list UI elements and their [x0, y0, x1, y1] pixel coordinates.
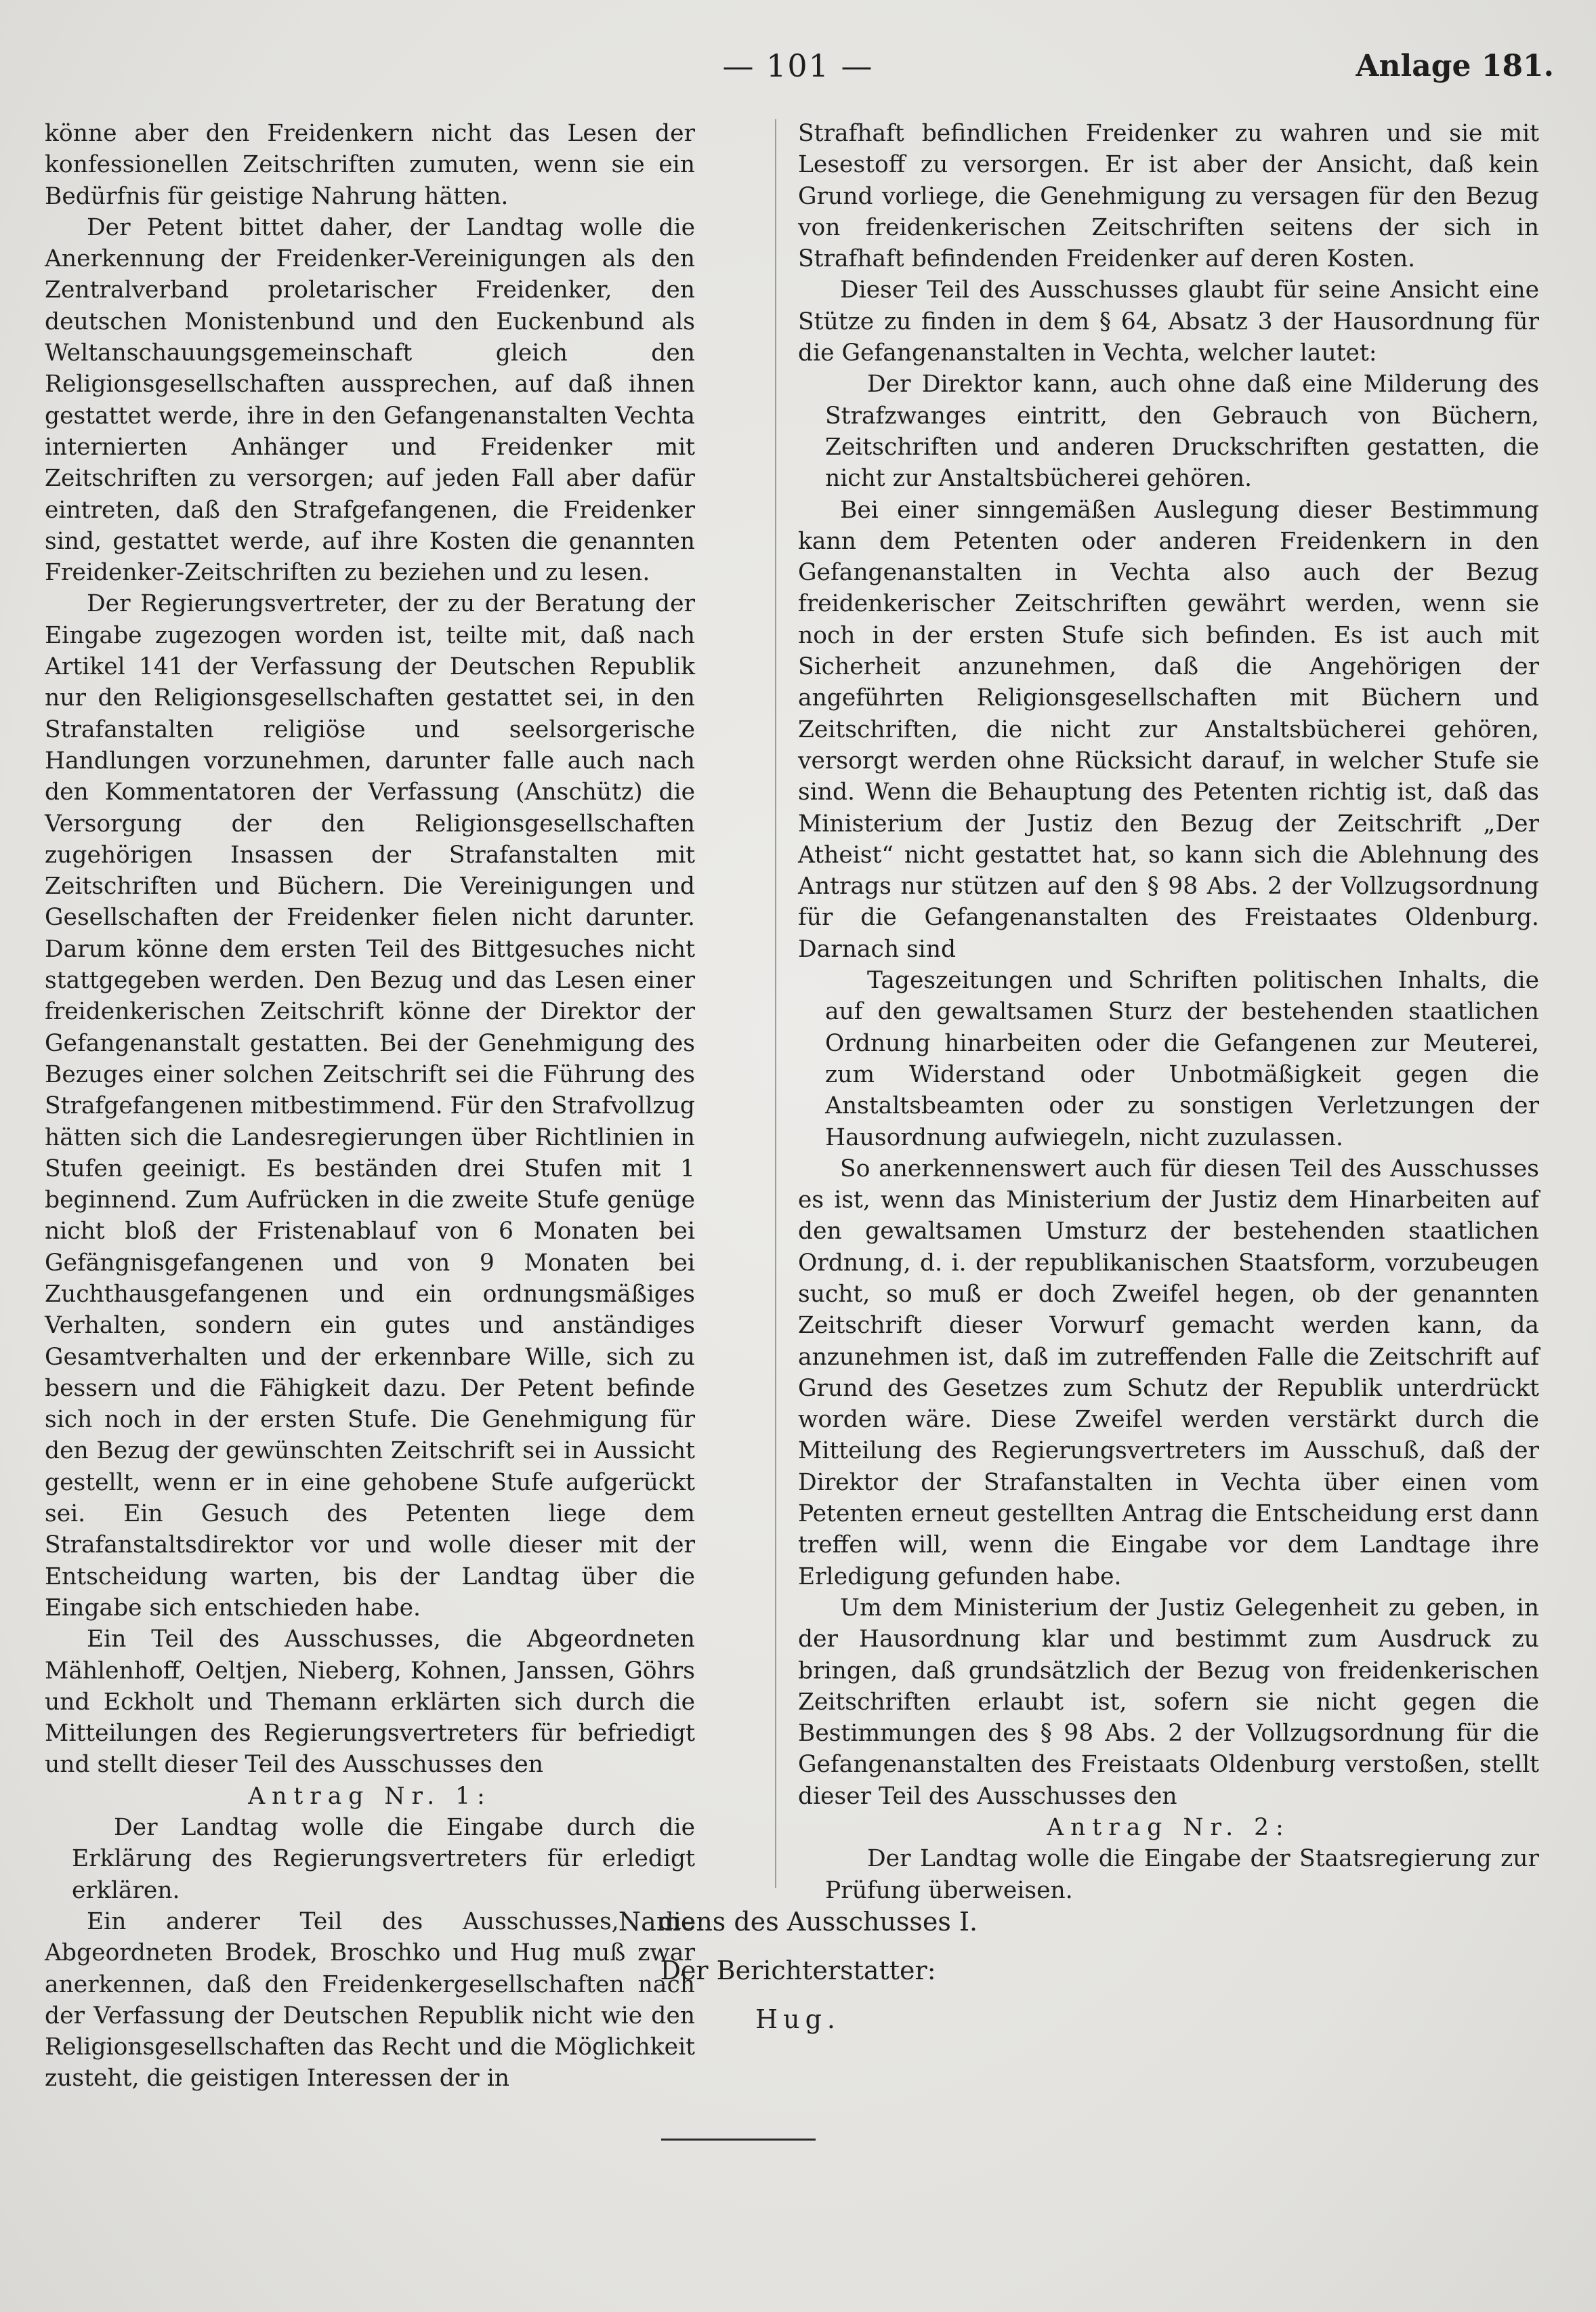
rapporteur-name: Hug. [755, 2004, 841, 2034]
antrag-2-title: Antrag Nr. 2: [1047, 1814, 1290, 1842]
closing-rule [661, 2139, 816, 2141]
left-paragraph-2: Der Petent bittet daher, der Landtag wolle die Anerkennung der Freidenker-Vereinigungen als den Zentralverband proletarischer Freidenker, den deutschen Monistenbund und den Euckenbund als Weltanschauungsgemeinschaft gleich den Religionsgesellschaften aussprechen, auf daß ihnen gestattet werde, ihre in den Gefangenanstalten Vechta internierten Anhänger und Freidenker mit Zeitschriften zu versorgen; auf jeden Fall aber dafür eintreten, daß den Strafgefangenen, die Freidenker sind, gestattet werde, auf ihre Kosten die genannten Freidenker-Zeitschriften zu beziehen und zu lesen. [45, 213, 695, 587]
right-paragraph-5: Um dem Ministerium der Justiz Gelegenheit zu geben, in der Hausordnung klar und bestimmt zum Ausdruck zu bringen, daß grundsätzlich der Bezug von freidenkerischen Zeitschriften erlaubt ist, sofern sie nicht gegen die Bestimmungen des § 98 Abs. 2 der Vollzugsordnung für die Gefangenanstalten des Freistaats Oldenburg verstoßen, stellt dieser Teil des Ausschusses den [798, 1594, 1539, 1810]
antrag-1-text: Der Landtag wolle die Eingabe durch die Erklärung des Regierungsvertreters für erledigt erklären. [72, 1814, 695, 1904]
rapporteur-label: Der Berichterstatter: [660, 1956, 936, 1985]
left-paragraph-1: könne aber den Freidenkern nicht das Lesen der konfessionellen Zeitschriften zumuten, wenn sie ein Bedürfnis für geistige Nahrung hätten. [45, 120, 695, 210]
left-paragraph-5: Ein anderer Teil des Ausschusses, die Abgeordneten Brodek, Broschko und Hug muß zwar anerkennen, daß den Freidenkergesellschaften nach der Verfassung der Deutschen Republik nicht wie den Religionsgesellschaften das Recht und die Möglichkeit zusteht, die geistigen Interessen der in [45, 1907, 695, 2092]
antrag-1-title: Antrag Nr. 1: [248, 1782, 492, 1810]
page-number: — 101 — [722, 47, 874, 84]
right-paragraph-2: Dieser Teil des Ausschusses glaubt für seine Ansicht eine Stütze zu finden in dem § 64, Absatz 3 der Hausordnung für die Gefangenanstalten in Vechta, welcher lautet: [798, 276, 1539, 367]
left-paragraph-3: Der Regierungsvertreter, der zu der Beratung der Eingabe zugezogen worden ist, teilte mit, daß nach Artikel 141 der Verfassung der Deutschen Republik nur den Religionsgesellschaften gestattet sei, in den Strafanstalten religiöse und seelsorgerische Handlungen vorzunehmen, darunter falle auch nach den Kommentatoren der Verfassung (Anschütz) die Versorgung der den Religionsgesellschaften zugehörigen Insassen der Strafanstalten mit Zeitschriften und Büchern. Die Vereinigungen und Gesellschaften der Freidenker fielen nicht darunter. Darum könne dem ersten Teil des Bittgesuches nicht stattgegeben werden. Den Bezug und das Lesen einer freidenkerischen Zeitschrift könne der Direktor der Gefangenanstalt gestatten. Bei der Genehmigung des Bezuges einer solchen Zeitschrift sei die Führung des Strafgefangenen mitbestimmend. Für den Strafvollzug hätten sich die Landesregierungen über Richtlinien in Stufen geeinigt. Es beständen drei Stufen mit 1 beginnend. Zum Aufrücken in die zweite Stufe genüge nicht bloß der Fristenablauf von 6 Monaten bei Gefängnisgefangenen und von 9 Monaten bei Zuchthausgefangenen und ein ordnungsmäßiges Verhalten, sondern ein gutes und anständiges Gesamtverhalten und der erkennbare Wille, sich zu bessern und die Fähigkeit dazu. Der Petent befinde sich noch in der ersten Stufe. Die Genehmigung für den Bezug der gewünschten Zeitschrift sei in Aussicht gestellt, wenn er in eine gehobene Stufe aufgerückt sei. Ein Gesuch des Petenten liege dem Strafanstaltsdirektor vor und wolle dieser mit der Entscheidung warten, bis der Landtag über die Eingabe sich entschieden habe. [45, 590, 695, 1622]
right-column [798, 118, 1539, 1906]
committee-line: Namens des Ausschusses I. [618, 1907, 978, 1937]
signature-block [0, 1897, 1596, 2044]
column-divider [775, 119, 776, 1888]
appendix-label: Anlage 181. [1356, 49, 1554, 83]
left-paragraph-4: Ein Teil des Ausschusses, die Abgeordneten Mählenhoff, Oeltjen, Nieberg, Kohnen, Janssen, Göhrs und Eckholt und Themann erklärten sich durch die Mitteilungen des Regierungsvertreters für befriedigt und stellt dieser Teil des Ausschusses den [45, 1626, 695, 1779]
right-paragraph-1: Strafhaft befindlichen Freidenker zu wahren und sie mit Lesestoff zu versorgen. Er ist aber der Ansicht, daß kein Grund vorliege, die Genehmigung zu versagen für den Bezug von freidenkerischen Zeitschriften seitens der sich in Strafhaft befindenden Freidenker auf deren Kosten. [798, 120, 1539, 273]
antrag-2-text: Der Landtag wolle die Eingabe der Staatsregierung zur Prüfung überweisen. [825, 1845, 1539, 1904]
left-column [45, 118, 695, 2094]
right-paragraph-3: Bei einer sinngemäßen Auslegung dieser Bestimmung kann dem Petenten oder anderen Freidenkern in den Gefangenanstalten in Vechta also auch der Bezug freidenkerischer Zeitschriften gewährt werden, wenn sie noch in der ersten Stufe sich befinden. Es ist auch mit Sicherheit anzunehmen, daß die Angehörigen der angeführten Religionsgesellschaften mit Büchern und Zeitschriften, die nicht zur Anstaltsbücherei gehören, versorgt werden ohne Rücksicht darauf, in welcher Stufe sie sind. Wenn die Behauptung des Petenten richtig ist, daß das Ministerium der Justiz den Bezug der Zeitschrift „Der Atheist“ nicht gestattet hat, so kann sich die Ablehnung des Antrags nur stützen auf den § 98 Abs. 2 der Vollzugsordnung für die Gefangenanstalten des Freistaates Oldenburg. Darnach sind [798, 496, 1539, 963]
right-paragraph-4: So anerkennenswert auch für diesen Teil des Ausschusses es ist, wenn das Ministerium der Justiz dem Hinarbeiten auf den gewaltsamen Umsturz der bestehenden staatlichen Ordnung, d. i. der republikanischen Staatsform, vorzubeugen sucht, so muß er doch Zweifel hegen, ob der genannten Zeitschrift dieser Vorwurf gemacht werden kann, da anzunehmen ist, daß im zutreffenden Falle die Zeitschrift auf Grund des Gesetzes zum Schutz der Republik unterdrückt worden wäre. Diese Zweifel werden verstärkt durch die Mitteilung des Regierungsvertreters im Ausschuß, daß der Direktor der Strafanstalten in Vechta über einen vom Petenten erneut gestellten Antrag die Entscheidung erst dann treffen will, wenn die Eingabe vor dem Landtage ihre Erledigung gefunden habe. [798, 1155, 1539, 1590]
hausordnung-quote: Der Direktor kann, auch ohne daß eine Milderung des Strafzwanges eintritt, den Gebrauch von Büchern, Zeitschriften und anderen Druckschriften gestatten, die nicht zur Anstaltsbücherei gehören. [825, 371, 1539, 493]
vollzugsordnung-quote: Tageszeitungen und Schriften politischen Inhalts, die auf den gewaltsamen Sturz der bestehenden staatlichen Ordnung hinarbeiten oder die Gefangenen zur Meuterei, zum Widerstand oder Unbotmäßigkeit gegen die Anstaltsbeamten oder zu sonstigen Verletzungen der Hausordnung aufwiegeln, nicht zuzulassen. [825, 967, 1539, 1151]
